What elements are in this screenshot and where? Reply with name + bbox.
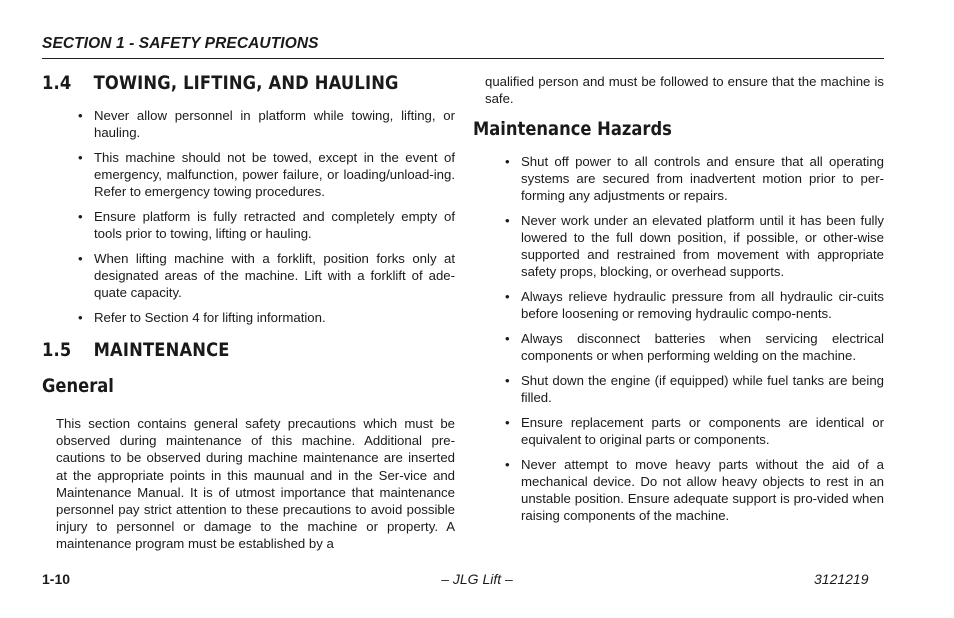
towing-bullet-item: • Never allow personnel in platform while towing, lifting, or hauling. xyxy=(78,107,455,141)
hazard-bullet-item: • Shut off power to all controls and ensure that all operating systems are secured from inadvertent motion prior to per-forming any adjustments or repairs. xyxy=(505,153,884,204)
hazard-bullet-item: • Always relieve hydraulic pressure from all hydraulic cir-cuits before loosening or removing hydraulic compo-nents. xyxy=(505,288,884,322)
section-header: SECTION 1 - SAFETY PRECAUTIONS xyxy=(42,35,319,52)
hazard-bullet-item: • Never work under an elevated platform until it has been fully lowered to the full down position, if possible, or other-wise supported and restrained from movement with appropriate safety props, blocking, or overhead supports. xyxy=(505,212,884,280)
hazard-bullet-item: • Always disconnect batteries when servicing electrical components or when performing welding on the machine. xyxy=(505,330,884,364)
towing-bullet-item: • This machine should not be towed, except in the event of emergency, malfunction, power failure, or loading/unload-ing. Refer to emergency towing procedures. xyxy=(78,149,455,200)
heading-1-4-number: 1.4 xyxy=(42,72,72,94)
towing-bullet-list xyxy=(78,107,455,334)
heading-1-5 xyxy=(42,339,230,361)
hazard-bullet-item: • Ensure replacement parts or components are identical or equivalent to original parts or components. xyxy=(505,414,884,448)
page-number: 1-10 xyxy=(42,571,71,587)
towing-bullet-item: • When lifting machine with a forklift, position forks only at designated areas of the machine. Lift with a forklift of ade-quate capacity. xyxy=(78,250,455,301)
heading-1-4-title: TOWING, LIFTING, AND HAULING xyxy=(93,72,399,94)
towing-bullet-item: • Refer to Section 4 for lifting information. xyxy=(78,309,455,326)
continuation-paragraph: qualified person and must be followed to ensure that the machine is safe. xyxy=(485,74,884,107)
hazard-bullet-list xyxy=(505,153,884,532)
hazard-bullet-item: • Never attempt to move heavy parts without the aid of a mechanical device. Do not allow heavy objects to rest in an unstable position. Ensure adequate support is pro-vided when raising components of the machine. xyxy=(505,456,884,524)
general-paragraph: This section contains general safety precautions which must be observed during maintenance of this machine. Additional pre-cautions to be observed during machine maintenance are inserted at the appropriate points in this maunual and in the Ser-vice and Maintenance Manual. It is of utmost importance that maintenance personnel pay strict attention to these precautions to avoid possible injury to personnel or damage to the machine or property. A maintenance program must be established by a xyxy=(56,416,455,552)
towing-bullet-item: • Ensure platform is fully retracted and completely empty of tools prior to towing, lifting or hauling. xyxy=(78,208,455,242)
maintenance-hazards-heading: Maintenance Hazards xyxy=(473,118,672,140)
general-heading: General xyxy=(42,375,114,397)
footer-center-text: – JLG Lift – xyxy=(441,571,513,587)
heading-1-5-title: MAINTENANCE xyxy=(93,339,230,361)
heading-1-4 xyxy=(42,72,399,94)
heading-1-5-number: 1.5 xyxy=(42,339,72,361)
document-number: 3121219 xyxy=(814,571,869,587)
header-rule xyxy=(42,58,884,59)
hazard-bullet-item: • Shut down the engine (if equipped) while fuel tanks are being filled. xyxy=(505,372,884,406)
